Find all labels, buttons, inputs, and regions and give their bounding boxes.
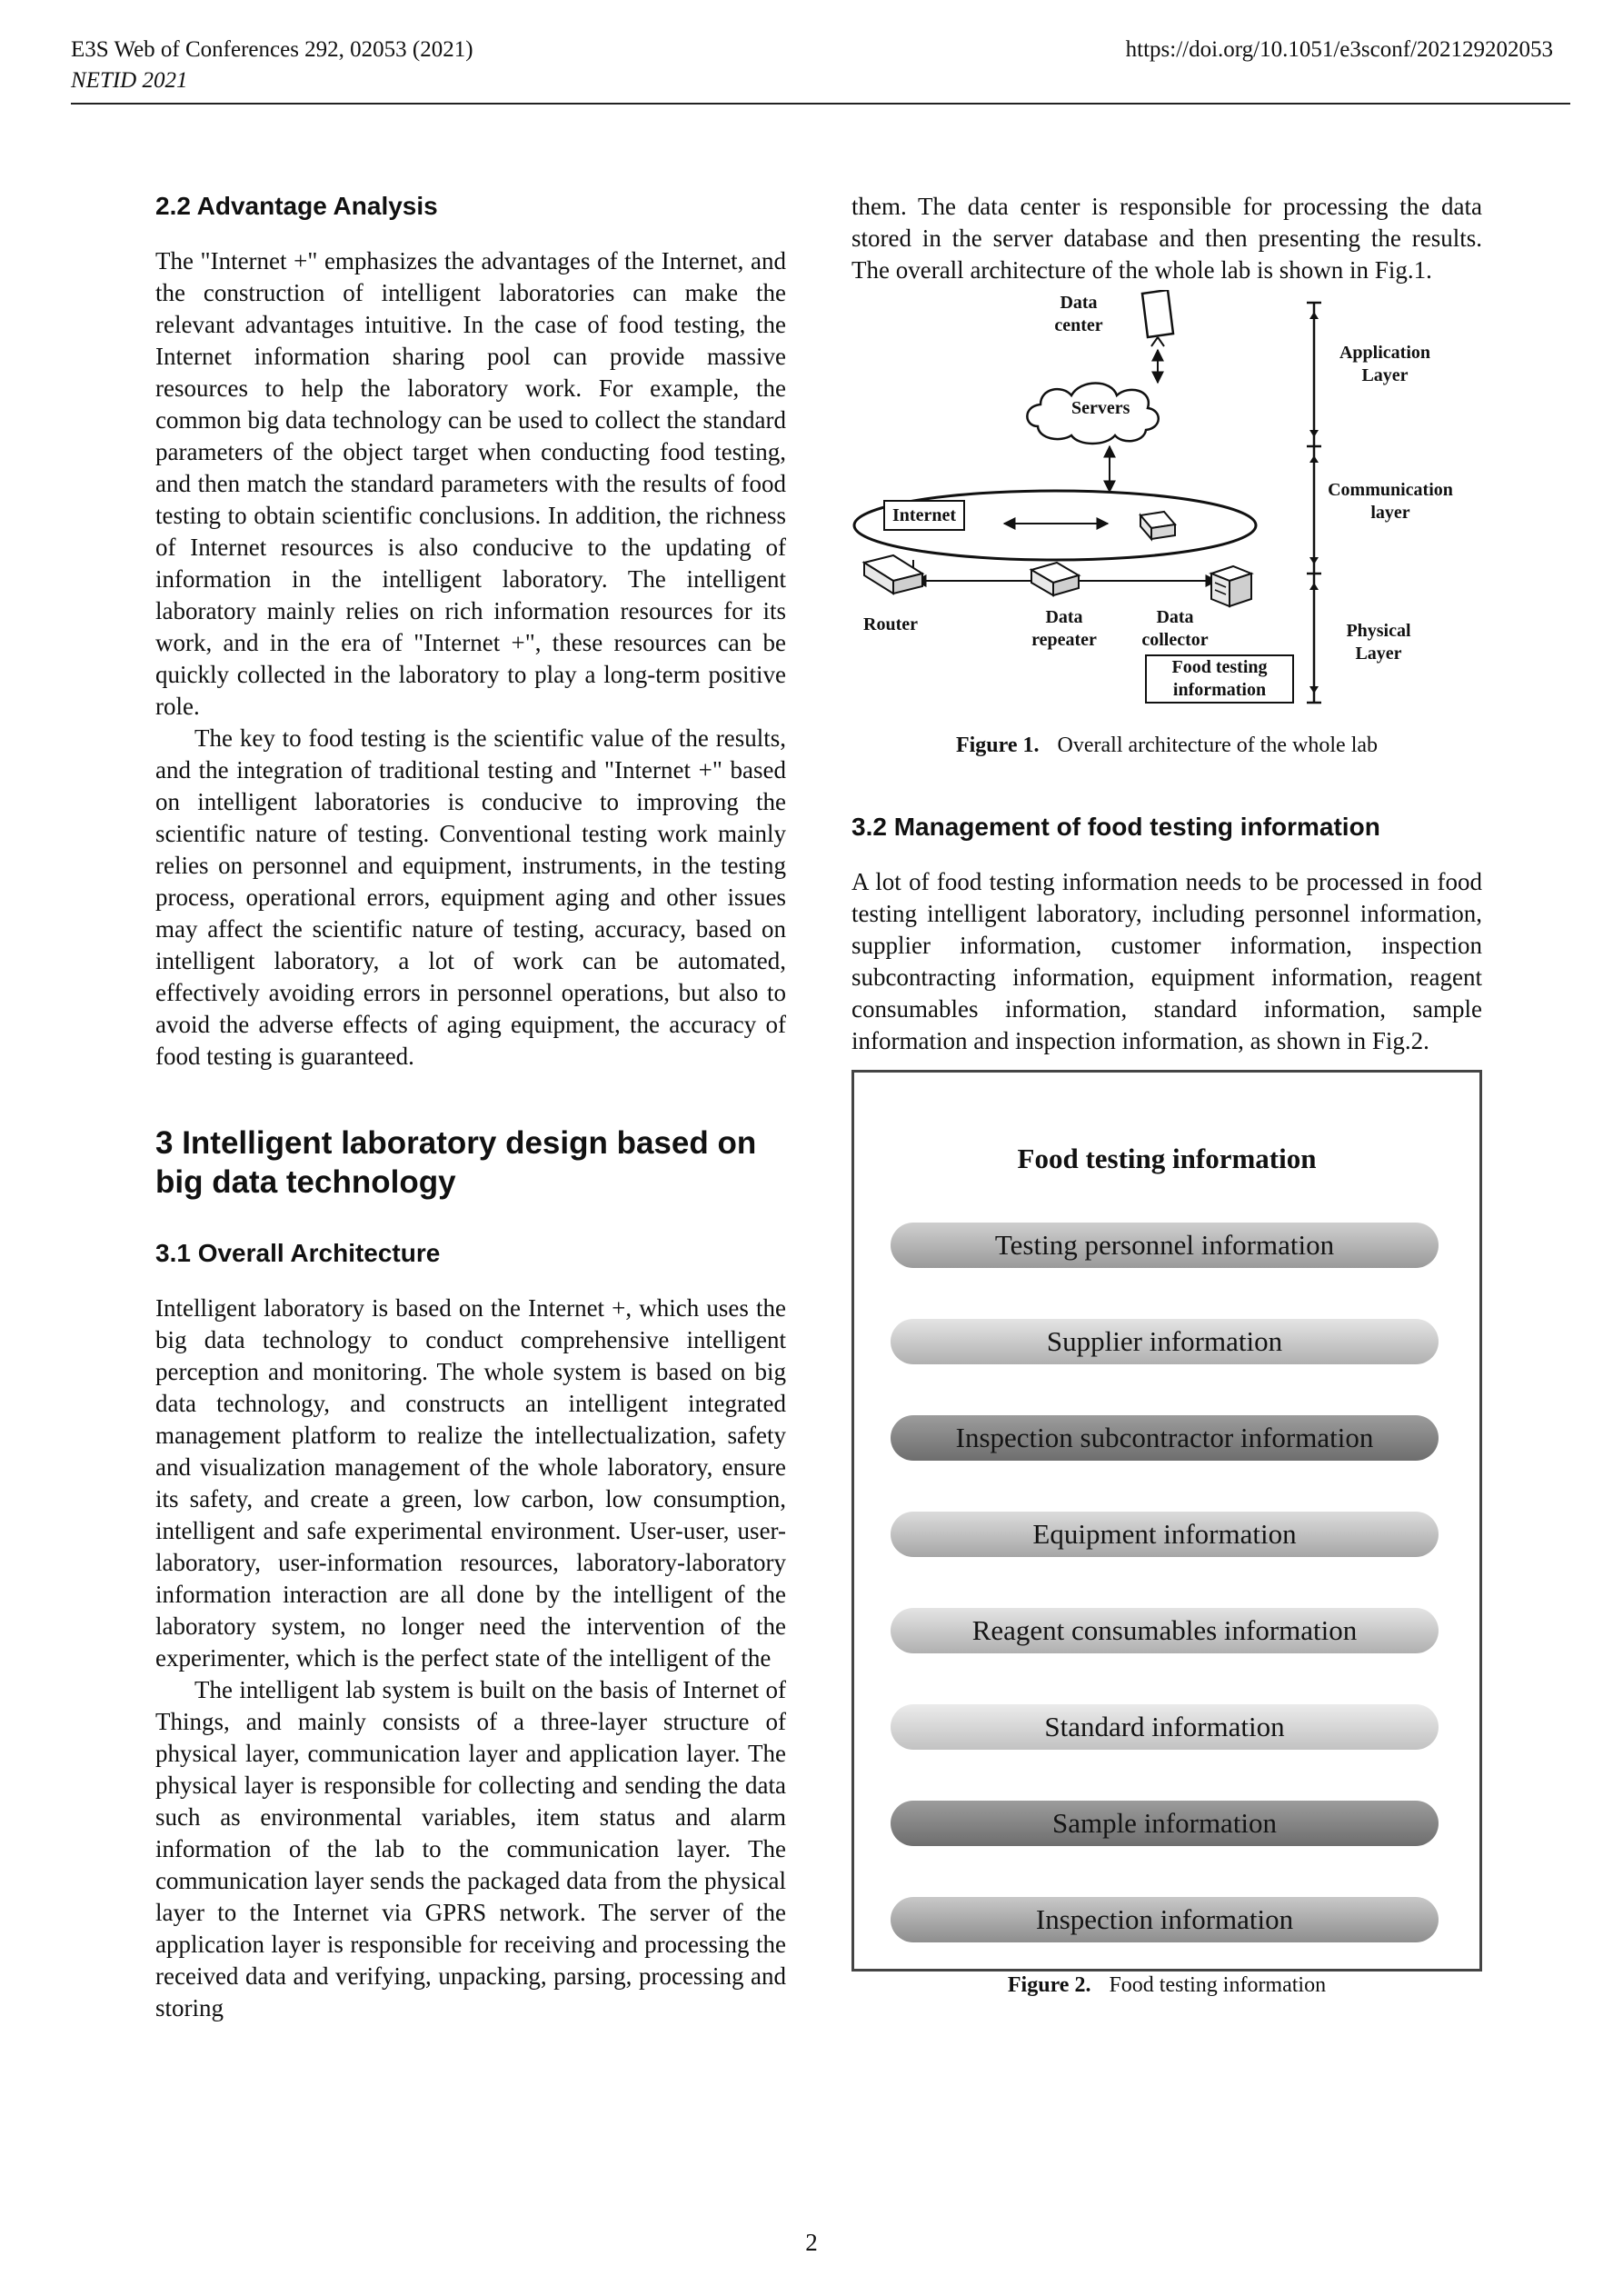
info-category-item: Testing personnel information	[891, 1223, 1439, 1268]
paragraph: them. The data center is responsible for processing the data stored in the server database and then presenting the results. The overall architecture of the whole lab is shown in Fig.1.	[851, 193, 1482, 284]
header-rule	[71, 103, 1570, 105]
journal-citation: E3S Web of Conferences 292, 02053 (2021)	[71, 37, 473, 62]
right-column	[851, 191, 1482, 1999]
data-collector-icon	[1211, 566, 1251, 606]
figure-1-caption	[851, 732, 1482, 759]
label-data-center: Data center	[1054, 293, 1103, 335]
doi-link[interactable]: https://doi.org/10.1051/e3sconf/202129202053	[1125, 37, 1553, 62]
paragraph: Intelligent laboratory is based on the Internet +, which uses the big data technology to conduct comprehensive intelligent perception and monitoring. The whole system is based on big data technology, and constructs an intelligent integrated management platform to realize the intellectualization, safety and visualization management of the whole laboratory, ensure its safety, and create a green, low carbon, low consumption, intelligent and safe experimental environment. User-user, user-laboratory, user-information resources, laboratory-laboratory information interaction are all done by the intelligent of the laboratory system, no longer need the intervention of the experimenter, which is the perfect state of the intelligent of the	[155, 1294, 786, 1672]
label-application-layer: Application Layer	[1339, 343, 1431, 385]
section-heading-3: 3 Intelligent laboratory design based on big data technology	[155, 1125, 757, 1200]
label-physical-layer: Physical Layer	[1346, 621, 1411, 664]
left-column	[155, 191, 786, 2024]
label-data-repeater: Data repeater	[1031, 607, 1097, 650]
section-heading-2-2: 2.2 Advantage Analysis	[155, 192, 438, 220]
figure-2-caption-text: Food testing information	[1109, 1973, 1327, 1997]
figure-2-food-testing-information	[851, 1070, 1480, 1979]
data-repeater-icon	[1031, 563, 1079, 595]
paragraph: The "Internet +" emphasizes the advantages of the Internet, and the construction of intelligent laboratories can make the relevant advantages intuitive. In the case of food testing, the Internet information sharing pool can provide massive resources to help the laboratory work. For example, the common big data technology can be used to collect the standard parameters of the object target when conducting food testing, and then match the standard parameters with the results of food testing to obtain scientific conclusions. In addition, the richness of Internet resources is also conducive to the updating of information in the intelligent laboratory. The intelligent laboratory mainly relies on rich information resources for its work, and in the era of "Internet +", these resources can be quickly collected in the laboratory to play a long-term positive role.	[155, 247, 786, 720]
label-communication-layer: Communication layer	[1328, 480, 1453, 523]
paragraph: The key to food testing is the scientific value of the results, and the integration of traditional testing and "Internet +" based on intelligent laboratories is conducive to improving the scientific nature of testing. Conventional testing work mainly relies on personnel and equipment, instruments, in the testing process, operational errors, equipment aging and other issues may affect the scientific nature of testing, accuracy, based on intelligent laboratory, a lot of work can be automated, effectively avoiding errors in personnel operations, but also to avoid the adverse effects of aging equipment, the accuracy of food testing is guaranteed.	[155, 724, 786, 1070]
label-router: Router	[863, 614, 918, 634]
paragraph: A lot of food testing information needs to be processed in food testing intelligent laboratory, including personnel information, supplier information, customer information, inspection subcontracting information, equipment information, reagent consumables information, standard information, sample information and inspection information, as shown in Fig.2.	[851, 868, 1482, 1054]
info-category-item: Inspection subcontractor information	[891, 1415, 1439, 1461]
info-category-item: Standard information	[891, 1704, 1439, 1750]
section-heading-3-2: 3.2 Management of food testing information	[851, 813, 1380, 841]
figure-1-label: Figure 1.	[955, 734, 1040, 757]
label-servers: Servers	[1071, 398, 1130, 418]
paragraph: The intelligent lab system is built on the basis of Internet of Things, and mainly consists of a three-layer structure of physical layer, communication layer and application layer. The physical layer is responsible for collecting and sending the data such as environmental variables, item status and alarm information of the lab to the communication layer. The communication layer sends the packaged data from the physical layer to the Internet via GPRS network. The server of the application layer is responsible for receiving and processing the received data and verifying, unpacking, parsing, processing and storing	[155, 1676, 786, 2021]
figure-1-caption-text: Overall architecture of the whole lab	[1057, 734, 1379, 757]
info-category-item: Equipment information	[891, 1512, 1439, 1557]
page-number: 2	[805, 2229, 818, 2256]
network-device-icon	[1140, 512, 1175, 539]
label-food-testing-information: Food testing information	[1145, 654, 1294, 704]
data-center-monitor-icon	[1142, 290, 1173, 346]
label-internet: Internet	[883, 500, 965, 531]
label-data-collector: Data collector	[1141, 607, 1209, 650]
info-category-item: Supplier information	[891, 1319, 1439, 1364]
info-category-item: Reagent consumables information	[891, 1608, 1439, 1653]
figure-2-label: Figure 2.	[1007, 1973, 1091, 1997]
section-heading-3-1: 3.1 Overall Architecture	[155, 1239, 441, 1267]
info-category-item: Sample information	[891, 1801, 1439, 1846]
figure-1-architecture-diagram	[851, 290, 1482, 724]
conference-name: NETID 2021	[71, 68, 188, 93]
running-header	[71, 35, 473, 96]
figure-2-title: Food testing information	[1017, 1143, 1317, 1174]
info-category-item: Inspection information	[891, 1897, 1439, 1942]
